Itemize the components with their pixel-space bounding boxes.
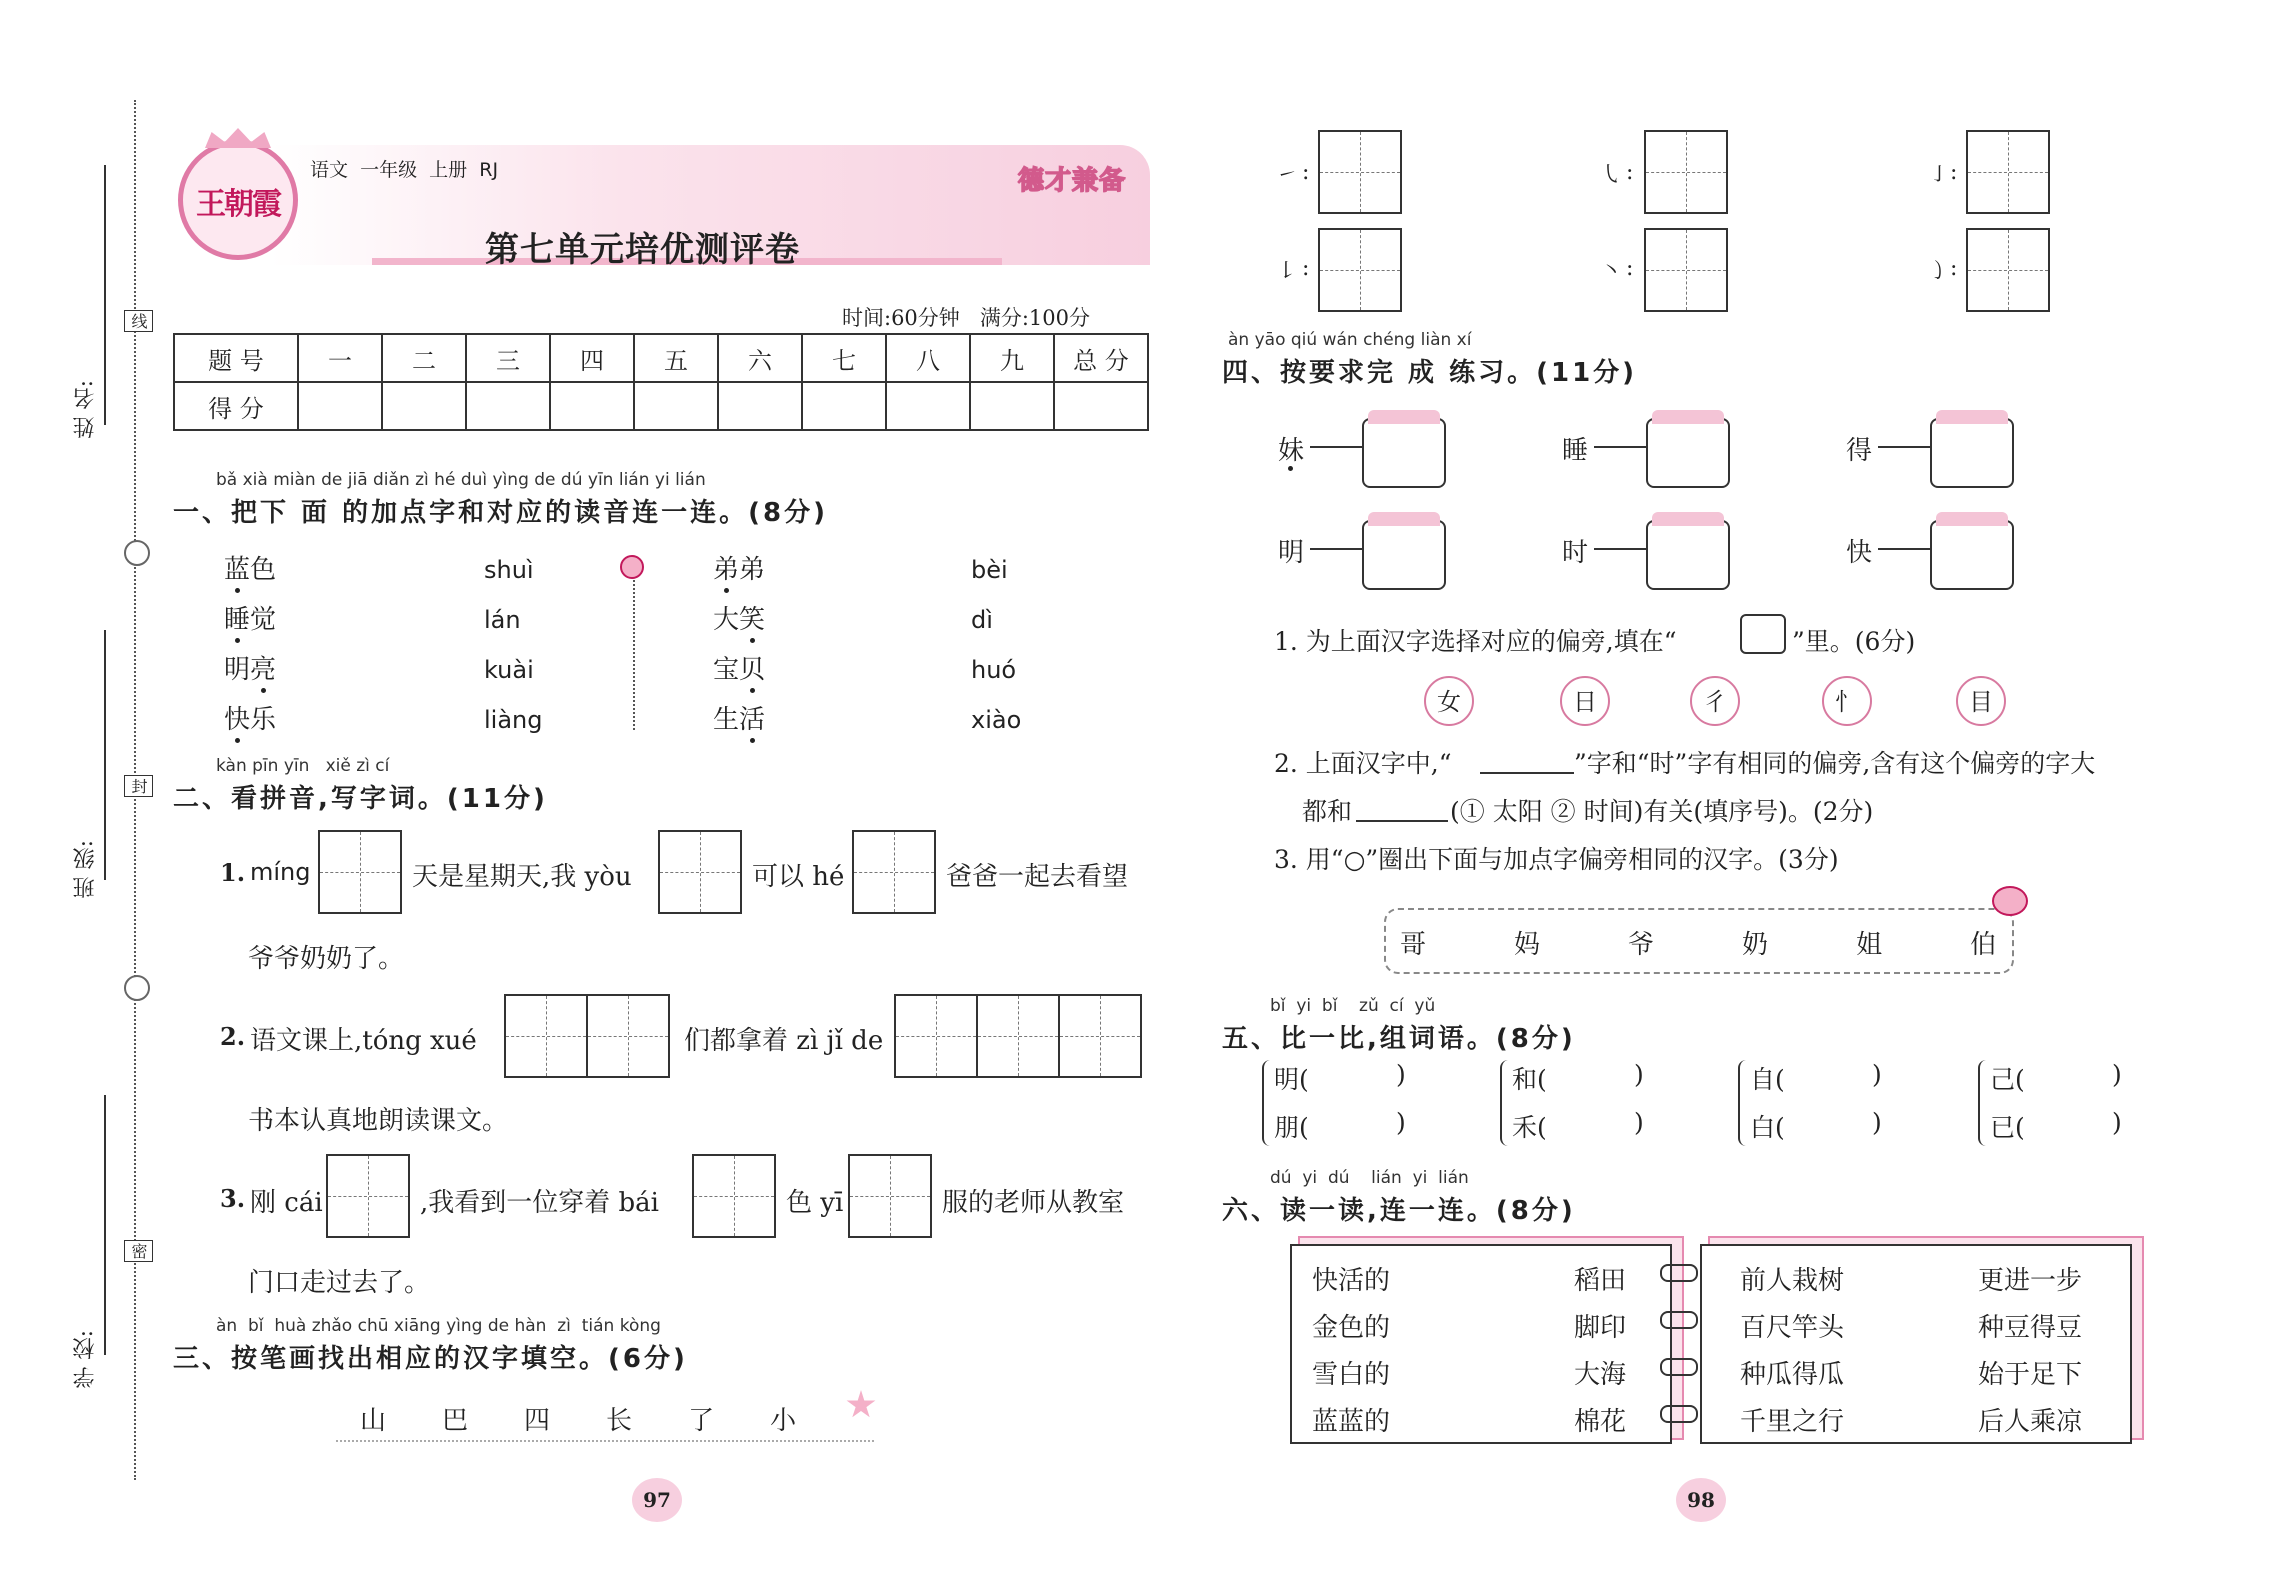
page-number-badge: 98 bbox=[1676, 1478, 1726, 1522]
side-name-line bbox=[104, 165, 106, 425]
stroke-label: ㇁ bbox=[1926, 259, 1949, 284]
q5-text: 自( bbox=[1750, 1065, 1785, 1094]
pin-icon bbox=[620, 555, 644, 579]
score-table bbox=[173, 333, 1149, 431]
colon: : bbox=[1950, 160, 1958, 185]
q5-text: ) bbox=[1634, 1060, 1644, 1089]
stroke-answer-cell[interactable] bbox=[1966, 130, 2050, 214]
q5-pinyin: bǐ yi bǐ zǔ cí yǔ bbox=[1270, 996, 1436, 1016]
connector-line bbox=[1594, 548, 1646, 550]
seal-seal-label: 封 bbox=[124, 775, 153, 797]
q6-item[interactable]: 千里之行 bbox=[1740, 1407, 1845, 1437]
colon: : bbox=[1950, 256, 1958, 281]
radical-fill-box[interactable] bbox=[1930, 520, 2014, 590]
radical-option[interactable]: 忄 bbox=[1822, 676, 1872, 726]
q1-pinyin-option[interactable]: lán bbox=[484, 606, 521, 634]
q4-sub1-text: 1. 为上面汉字选择对应的偏旁,填在“ bbox=[1274, 627, 1677, 656]
q2-text: 们都拿着 zì jǐ de bbox=[684, 1026, 884, 1056]
q2-text: 门口走过去了。 bbox=[248, 1268, 431, 1298]
swirl-icon bbox=[124, 540, 150, 566]
q2-text: míng bbox=[250, 858, 311, 886]
time-info: 时间:60分钟 满分:100分 bbox=[842, 306, 1090, 330]
stroke-label: ㇙ bbox=[1276, 259, 1299, 284]
radical-option[interactable]: 目 bbox=[1956, 676, 2006, 726]
q2-write-cell[interactable] bbox=[848, 1154, 932, 1238]
q5-text: ) bbox=[2112, 1108, 2122, 1137]
emphasis-dot bbox=[750, 688, 755, 693]
q6-item[interactable]: 稻田 bbox=[1574, 1266, 1627, 1296]
planet-icon bbox=[1992, 886, 2028, 916]
connector-line bbox=[1878, 446, 1930, 448]
q1-pinyin-option[interactable]: kuài bbox=[484, 656, 534, 684]
q1-pinyin-option[interactable]: bèi bbox=[971, 556, 1008, 584]
stroke-label: ㇂ bbox=[1600, 163, 1623, 188]
colon: : bbox=[1626, 256, 1634, 281]
q3-char[interactable]: 了 bbox=[688, 1406, 715, 1436]
q1-divider bbox=[633, 580, 635, 730]
q1-word: 生活 bbox=[713, 705, 766, 735]
q4-sub2-text: (① 太阳 ② 时间)有关(填序号)。(2分) bbox=[1450, 797, 1874, 826]
side-name-label: 姓 名: bbox=[73, 380, 98, 439]
q2-text: 爸爸一起去看望 bbox=[946, 862, 1129, 892]
connector-line bbox=[1310, 446, 1362, 448]
q6-item[interactable]: 百尺竿头 bbox=[1740, 1313, 1845, 1343]
score-table-cell: 三 bbox=[466, 334, 550, 382]
q2-write-cell[interactable] bbox=[1058, 994, 1142, 1078]
q4-char: 妹 bbox=[1278, 436, 1305, 466]
radical-option[interactable]: 彳 bbox=[1690, 676, 1740, 726]
q6-left-b[interactable] bbox=[1574, 1258, 1626, 1446]
emphasis-dot bbox=[261, 688, 266, 693]
stroke-answer-cell[interactable] bbox=[1318, 130, 1402, 214]
q4-circle-char[interactable]: 奶 bbox=[1742, 930, 1769, 960]
q5-text: ) bbox=[2112, 1060, 2122, 1089]
q6-item[interactable]: 后人乘凉 bbox=[1978, 1407, 2083, 1437]
stroke-answer-cell[interactable] bbox=[1644, 228, 1728, 312]
q2-text: 语文课上,tóng xué bbox=[250, 1026, 477, 1056]
score-table-cell: 九 bbox=[970, 334, 1054, 382]
score-table-cell: 六 bbox=[718, 334, 802, 382]
q6-pinyin: dú yi dú lián yi lián bbox=[1270, 1168, 1469, 1188]
q6-item[interactable]: 始于足下 bbox=[1978, 1360, 2083, 1390]
q1-left-words bbox=[224, 545, 276, 745]
q4-char: 得 bbox=[1846, 436, 1873, 466]
q5-pair bbox=[1978, 1060, 2150, 1146]
side-class-label: 班 级: bbox=[73, 840, 98, 899]
q1-word: 弟弟 bbox=[713, 555, 766, 585]
q1-word: 明亮 bbox=[224, 655, 277, 685]
q3-chars[interactable] bbox=[360, 1400, 796, 1437]
q2-heading: 二、看拼音,写字词。(11分) bbox=[173, 784, 548, 814]
q1-heading: 一、把下 面 的加点字和对应的读音连一连。(8分) bbox=[173, 498, 828, 528]
q5-text: 禾( bbox=[1512, 1113, 1547, 1142]
score-table-cell: 八 bbox=[886, 334, 970, 382]
q5-text: 已( bbox=[1990, 1113, 2025, 1142]
q1-word: 蓝色 bbox=[224, 555, 277, 585]
q5-text: 朋( bbox=[1274, 1113, 1309, 1142]
seal-secret-label: 密 bbox=[124, 1240, 153, 1262]
q6-item[interactable]: 棉花 bbox=[1574, 1407, 1627, 1437]
q2-write-cell[interactable] bbox=[318, 830, 402, 914]
q1-right-pinyin[interactable] bbox=[971, 545, 1021, 745]
q2-write-cell[interactable] bbox=[586, 994, 670, 1078]
q6-item[interactable]: 金色的 bbox=[1312, 1313, 1391, 1343]
stroke-label: ㇀ bbox=[1276, 163, 1299, 188]
q2-write-cells[interactable] bbox=[506, 994, 670, 1078]
score-input-cell[interactable] bbox=[886, 382, 970, 430]
binder-ring-icon bbox=[1660, 1358, 1698, 1376]
side-school-line bbox=[104, 1095, 106, 1355]
emphasis-dot bbox=[235, 588, 240, 593]
q2-text: 可以 hé bbox=[752, 862, 845, 892]
q2-text: 服的老师从教室 bbox=[942, 1188, 1125, 1218]
connector-line bbox=[1878, 548, 1930, 550]
page-title: 第七单元培优测评卷 bbox=[485, 230, 800, 270]
score-table-header-row bbox=[174, 334, 1148, 382]
q3-char[interactable]: 长 bbox=[606, 1406, 633, 1436]
radical-fill-box[interactable] bbox=[1930, 418, 2014, 488]
side-school-label: 学 校: bbox=[73, 1330, 98, 1389]
q2-write-cell[interactable] bbox=[976, 994, 1060, 1078]
emphasis-dot bbox=[724, 588, 729, 593]
q4-pinyin: àn yāo qiú wán chéng liàn xí bbox=[1228, 330, 1472, 350]
q5-text: ) bbox=[1872, 1108, 1882, 1137]
binder-ring-icon bbox=[1660, 1264, 1698, 1282]
q2-write-cell[interactable] bbox=[658, 830, 742, 914]
q1-left-pinyin[interactable] bbox=[484, 545, 543, 745]
binder-ring-icon bbox=[1660, 1311, 1698, 1329]
q1-pinyin-option[interactable]: dì bbox=[971, 606, 993, 634]
colon: : bbox=[1626, 160, 1634, 185]
crown-icon bbox=[205, 128, 271, 148]
score-table-score-row bbox=[174, 382, 1148, 430]
header-meta: 语文 一年级 上册 RJ bbox=[310, 159, 499, 181]
q4-sub3-text: 3. 用“○”圈出下面与加点字偏旁相同的汉字。(3分) bbox=[1274, 845, 1839, 874]
q1-word: 大笑 bbox=[713, 605, 766, 635]
page-number-badge: 97 bbox=[632, 1478, 682, 1522]
emphasis-dot bbox=[235, 638, 240, 643]
emphasis-dot bbox=[750, 738, 755, 743]
q3-pinyin: àn bǐ huà zhǎo chū xiāng yìng de hàn zì tián kòng bbox=[216, 1316, 661, 1336]
q4-circle-char[interactable]: 哥 bbox=[1400, 930, 1427, 960]
q4-char: 时 bbox=[1562, 538, 1589, 568]
side-class-line bbox=[104, 630, 106, 880]
q2-num: 2. bbox=[220, 1022, 246, 1051]
radical-fill-box[interactable] bbox=[1362, 418, 1446, 488]
q2-text: 刚 cái bbox=[250, 1188, 323, 1218]
q2-text: 天是星期天,我 yòu bbox=[412, 862, 632, 892]
radical-fill-box[interactable] bbox=[1646, 418, 1730, 488]
q2-num: 1. bbox=[220, 858, 246, 887]
radical-fill-box[interactable] bbox=[1646, 520, 1730, 590]
q5-text: 和( bbox=[1512, 1065, 1547, 1094]
stroke-label: ㇔ bbox=[1600, 259, 1623, 284]
score-input-cell[interactable] bbox=[1054, 382, 1148, 430]
emphasis-dot bbox=[235, 738, 240, 743]
score-input-cell[interactable] bbox=[382, 382, 466, 430]
score-input-cell[interactable] bbox=[970, 382, 1054, 430]
q3-char[interactable]: 四 bbox=[524, 1406, 551, 1436]
score-input-cell[interactable] bbox=[550, 382, 634, 430]
q1-pinyin: bǎ xià miàn de jiā diǎn zì hé duì yìng de dú yīn lián yi lián bbox=[216, 470, 706, 490]
score-table-cell: 题 号 bbox=[174, 334, 298, 382]
q1-pinyin-option[interactable]: xiào bbox=[971, 706, 1022, 734]
score-table-cell: 一 bbox=[298, 334, 382, 382]
binder-ring-icon bbox=[1660, 1405, 1698, 1423]
score-input-cell[interactable] bbox=[802, 382, 886, 430]
logo-text: 王朝霞 bbox=[196, 187, 280, 222]
q2-text: ,我看到一位穿着 bái bbox=[420, 1188, 659, 1218]
q4-char: 睡 bbox=[1562, 436, 1589, 466]
q2-write-cell[interactable] bbox=[504, 994, 588, 1078]
q6-right-a[interactable] bbox=[1740, 1258, 1844, 1446]
q2-write-cell[interactable] bbox=[894, 994, 978, 1078]
score-table-cell: 总 分 bbox=[1054, 334, 1148, 382]
q4-circle-char[interactable]: 姐 bbox=[1856, 930, 1883, 960]
q5-text: ) bbox=[1396, 1108, 1406, 1137]
q1-pinyin-option[interactable]: shuì bbox=[484, 556, 534, 584]
score-table-cell: 五 bbox=[634, 334, 718, 382]
connector-line bbox=[1594, 446, 1646, 448]
q5-text: 白( bbox=[1750, 1113, 1785, 1142]
score-table-cell: 四 bbox=[550, 334, 634, 382]
q3-char[interactable]: 山 bbox=[360, 1406, 387, 1436]
score-table-cell: 二 bbox=[382, 334, 466, 382]
q4-sub2-text: 2. 上面汉字中,“ bbox=[1274, 749, 1452, 778]
q1-pinyin-option[interactable]: liàng bbox=[484, 706, 543, 734]
q5-text: 己( bbox=[1990, 1065, 2025, 1094]
colon: : bbox=[1302, 256, 1310, 281]
q6-item[interactable]: 雪白的 bbox=[1312, 1360, 1391, 1390]
q5-text: ) bbox=[1396, 1060, 1406, 1089]
q5-text: 明( bbox=[1274, 1065, 1309, 1094]
q5-pair bbox=[1738, 1060, 1910, 1146]
q4-sub1-text-end: ”里。(6分) bbox=[1792, 627, 1916, 656]
q2-pinyin: kàn pīn yīn xiě zì cí bbox=[216, 756, 390, 776]
q6-item[interactable]: 蓝蓝的 bbox=[1312, 1407, 1391, 1437]
q1-word: 宝贝 bbox=[713, 655, 766, 685]
q4-circle-chars[interactable] bbox=[1400, 924, 1996, 961]
q2-text: 色 yī bbox=[786, 1188, 844, 1218]
q6-item[interactable]: 更进一步 bbox=[1978, 1266, 2083, 1296]
q4-heading: 四、按要求完 成 练习。(11分) bbox=[1222, 358, 1638, 388]
q1-right-words bbox=[713, 545, 765, 745]
q6-item[interactable]: 种豆得豆 bbox=[1978, 1313, 2083, 1343]
score-table-cell: 七 bbox=[802, 334, 886, 382]
q6-item[interactable]: 大海 bbox=[1574, 1360, 1627, 1390]
q6-left-a[interactable] bbox=[1312, 1258, 1390, 1446]
q5-pair bbox=[1262, 1060, 1434, 1146]
swirl-icon bbox=[124, 975, 150, 1001]
q5-heading: 五、比一比,组词语。(8分) bbox=[1222, 1024, 1576, 1054]
q1-pinyin-option[interactable]: huó bbox=[971, 656, 1017, 684]
q2-write-cells[interactable] bbox=[896, 994, 1142, 1078]
q4-char: 明 bbox=[1278, 538, 1305, 568]
q3-heading: 三、按笔画找出相应的汉字填空。(6分) bbox=[173, 1344, 688, 1374]
radical-option[interactable]: 日 bbox=[1560, 676, 1610, 726]
q4-sub2-text: ”字和“时”字有相同的偏旁,含有这个偏旁的字大 bbox=[1574, 749, 2096, 778]
q6-item[interactable]: 脚印 bbox=[1574, 1313, 1627, 1343]
q1-word: 睡觉 bbox=[224, 605, 277, 635]
q2-num: 3. bbox=[220, 1184, 246, 1213]
q4-sub2-blank[interactable] bbox=[1480, 772, 1574, 774]
q6-item[interactable]: 快活的 bbox=[1312, 1266, 1391, 1296]
emphasis-dot bbox=[750, 638, 755, 643]
q2-write-cell[interactable] bbox=[326, 1154, 410, 1238]
q2-text: 书本认真地朗读课文。 bbox=[248, 1106, 509, 1136]
colon: : bbox=[1302, 160, 1310, 185]
q2-text: 爷爷奶奶了。 bbox=[248, 944, 405, 974]
stroke-answer-cell[interactable] bbox=[1318, 228, 1402, 312]
stroke-answer-cell[interactable] bbox=[1644, 130, 1728, 214]
logo-seal bbox=[178, 140, 298, 260]
score-input-cell[interactable] bbox=[718, 382, 802, 430]
q5-text: ) bbox=[1634, 1108, 1644, 1137]
q4-circle-char[interactable]: 妈 bbox=[1514, 930, 1541, 960]
q3-char[interactable]: 巴 bbox=[442, 1406, 469, 1436]
q4-sub2-text: 都和 bbox=[1302, 797, 1353, 826]
seal-line-label: 线 bbox=[124, 310, 153, 332]
score-input-cell[interactable] bbox=[634, 382, 718, 430]
q5-pair bbox=[1500, 1060, 1672, 1146]
q6-item[interactable]: 种瓜得瓜 bbox=[1740, 1360, 1845, 1390]
score-input-cell[interactable] bbox=[298, 382, 382, 430]
radical-fill-box[interactable] bbox=[1362, 520, 1446, 590]
q4-circle-char[interactable]: 伯 bbox=[1970, 930, 1997, 960]
q3-char[interactable]: 小 bbox=[770, 1406, 797, 1436]
q5-text: ) bbox=[1872, 1060, 1882, 1089]
q6-right-b[interactable] bbox=[1978, 1258, 2082, 1446]
emphasis-dot bbox=[1288, 466, 1293, 471]
header-slogan: 德才兼备 bbox=[1018, 166, 1127, 196]
connector-line bbox=[1310, 548, 1362, 550]
q4-sub1-box-icon bbox=[1740, 614, 1786, 654]
q1-word: 快乐 bbox=[224, 705, 277, 735]
score-table-cell: 得 分 bbox=[174, 382, 298, 430]
q6-item[interactable]: 前人栽树 bbox=[1740, 1266, 1845, 1296]
q4-char: 快 bbox=[1846, 538, 1873, 568]
q6-heading: 六、读一读,连一连。(8分) bbox=[1222, 1196, 1576, 1226]
q4-sub2-blank[interactable] bbox=[1356, 820, 1448, 822]
q2-write-cell[interactable] bbox=[852, 830, 936, 914]
stroke-label: ㇚ bbox=[1926, 163, 1949, 188]
radical-option[interactable]: 女 bbox=[1424, 676, 1474, 726]
score-input-cell[interactable] bbox=[466, 382, 550, 430]
stroke-answer-cell[interactable] bbox=[1966, 228, 2050, 312]
q2-write-cell[interactable] bbox=[692, 1154, 776, 1238]
q4-circle-char[interactable]: 爷 bbox=[1628, 930, 1655, 960]
